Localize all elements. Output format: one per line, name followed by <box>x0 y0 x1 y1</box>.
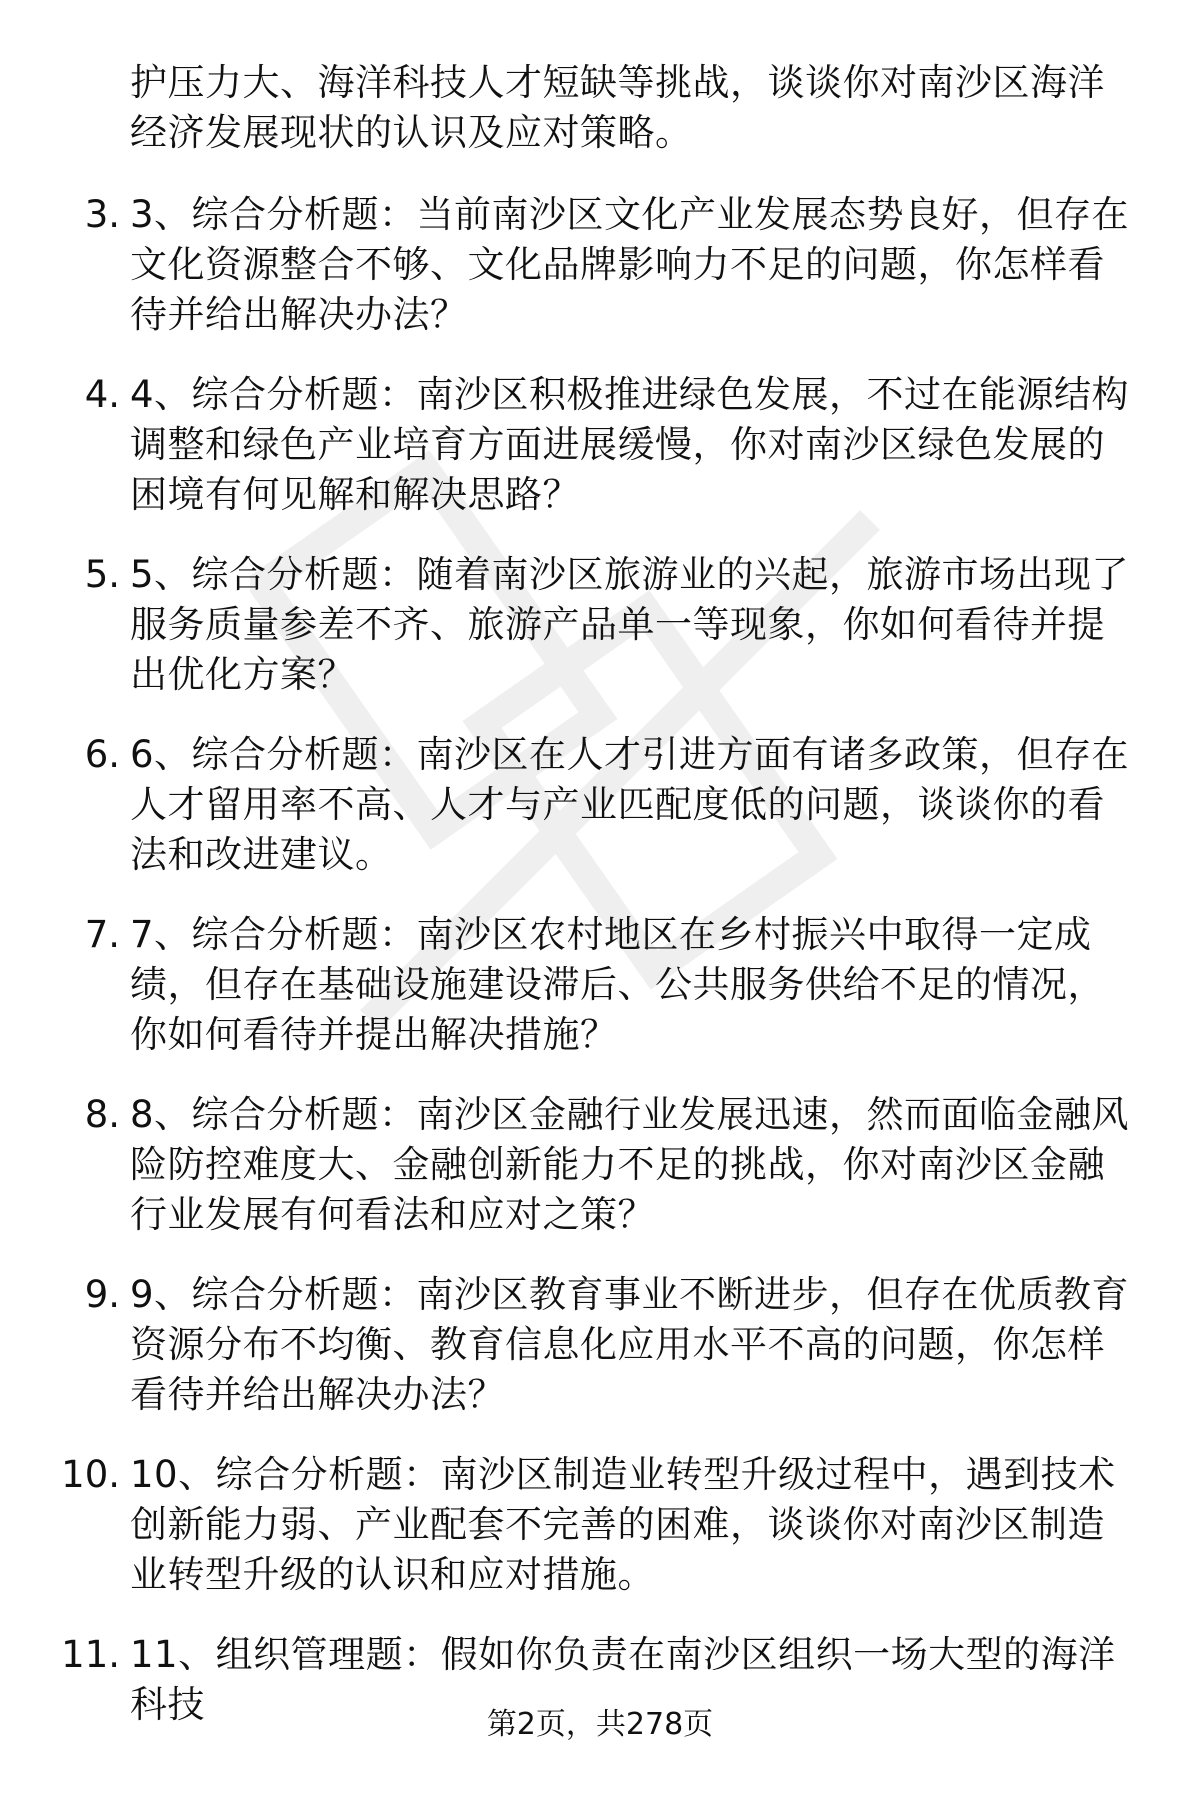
question-number: 8. <box>84 1093 120 1136</box>
question-text: 4、综合分析题：南沙区积极推进绿色发展，不过在能源结构调整和绿色产业培育方面进展缓慢，你对南沙区绿色发展的困境有何见解和解决思路？ <box>130 373 1130 516</box>
question-number: 5. <box>84 553 120 596</box>
list-item <box>0 370 1200 550</box>
list-item <box>0 1270 1200 1450</box>
question-text: 5、综合分析题：随着南沙区旅游业的兴起，旅游市场出现了服务质量参差不齐、旅游产品单一等现象，你如何看待并提出优化方案？ <box>130 553 1130 696</box>
list-item <box>0 190 1200 370</box>
question-text: 6、综合分析题：南沙区在人才引进方面有诸多政策，但存在人才留用率不高、人才与产业匹配度低的问题，谈谈你的看法和改进建议。 <box>130 733 1130 876</box>
question-list <box>0 190 1200 1810</box>
question-text: 9、综合分析题：南沙区教育事业不断进步，但存在优质教育资源分布不均衡、教育信息化应用水平不高的问题，你怎样看待并给出解决办法？ <box>130 1273 1130 1416</box>
page-footer: 第2页，共278页 <box>486 1707 714 1742</box>
question-text: 8、综合分析题：南沙区金融行业发展迅速，然而面临金融风险防控难度大、金融创新能力不足的挑战，你对南沙区金融行业发展有何看法和应对之策？ <box>130 1093 1130 1236</box>
question-text: 3、综合分析题：当前南沙区文化产业发展态势良好，但存在文化资源整合不够、文化品牌影响力不足的问题，你怎样看待并给出解决办法？ <box>130 193 1130 336</box>
list-item <box>0 550 1200 730</box>
list-item <box>0 910 1200 1090</box>
question-number: 3. <box>84 193 120 236</box>
list-item <box>0 1450 1200 1630</box>
question-number: 10. <box>61 1453 120 1496</box>
question-number: 4. <box>84 373 120 416</box>
continued-question-text: 护压力大、海洋科技人才短缺等挑战，谈谈你对南沙区海洋经济发展现状的认识及应对策略。 <box>130 61 1105 154</box>
question-text: 11、组织管理题：假如你负责在南沙区组织一场大型的海洋科技 <box>130 1633 1116 1726</box>
question-number: 9. <box>84 1273 120 1316</box>
list-item <box>0 730 1200 910</box>
question-text: 10、综合分析题：南沙区制造业转型升级过程中，遇到技术创新能力弱、产业配套不完善的困难，谈谈你对南沙区制造业转型升级的认识和应对措施。 <box>130 1453 1116 1596</box>
question-number: 6. <box>84 733 120 776</box>
question-number: 11. <box>61 1633 120 1676</box>
question-text: 7、综合分析题：南沙区农村地区在乡村振兴中取得一定成绩，但存在基础设施建设滞后、公共服务供给不足的情况，你如何看待并提出解决措施？ <box>130 913 1105 1056</box>
list-item <box>0 1090 1200 1270</box>
question-number: 7. <box>84 913 120 956</box>
